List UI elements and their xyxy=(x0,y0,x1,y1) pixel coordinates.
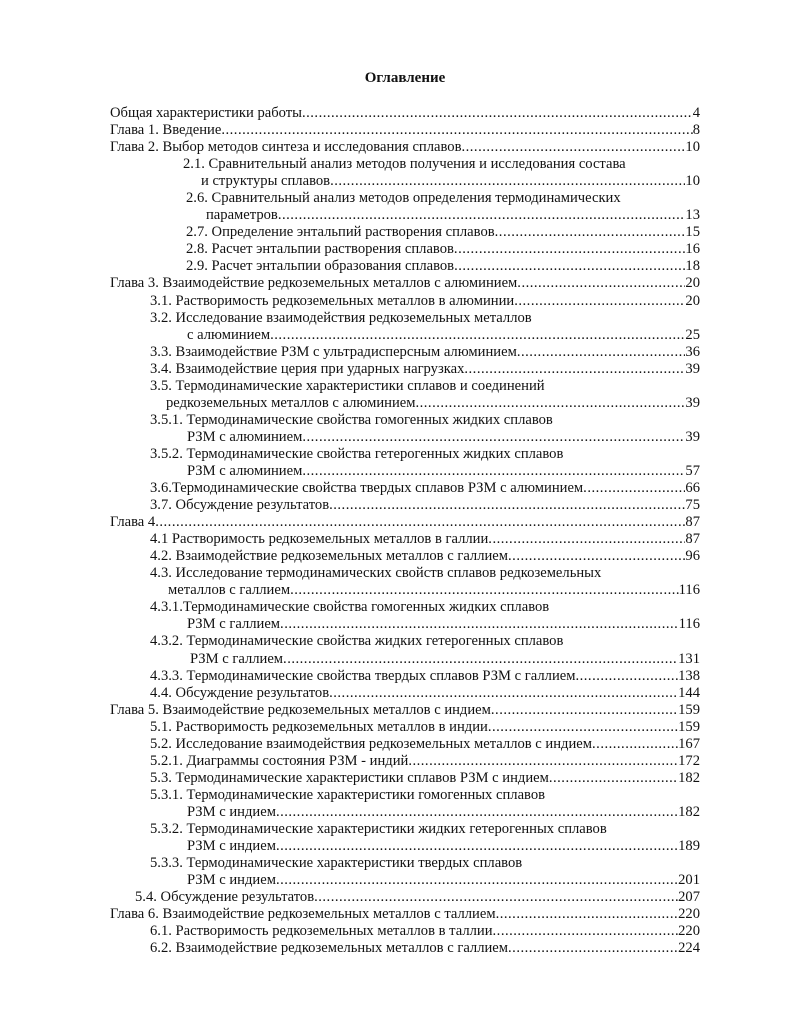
toc-entry xyxy=(0,872,799,889)
toc-entry-page: 138 xyxy=(678,667,700,684)
toc-entry-title: 5.3.3. Термодинамические характеристики твердых сплавов xyxy=(150,855,523,872)
page-title: Оглавление xyxy=(364,70,446,86)
toc-entry xyxy=(0,651,799,668)
toc-entry-title: РЗМ с индием xyxy=(187,803,276,820)
toc-entry-page: 20 xyxy=(685,275,700,292)
toc-entry-title: Общая характеристики работы xyxy=(110,105,302,121)
toc-entry xyxy=(0,565,799,582)
toc-entry-page: 36 xyxy=(685,343,700,360)
dot-leader xyxy=(583,480,685,497)
toc-entry xyxy=(0,804,799,821)
toc-entry xyxy=(0,787,799,804)
toc-entry xyxy=(0,906,799,923)
toc-entry xyxy=(0,668,799,685)
toc-entry xyxy=(0,344,799,361)
dot-leader xyxy=(464,361,685,378)
toc-entry-title: с алюминием xyxy=(187,326,271,343)
toc-entry-page: 159 xyxy=(678,718,700,735)
toc-entry-title: 5.2. Исследование взаимодействия редкоземельных металлов с индием xyxy=(150,735,593,752)
toc-entry xyxy=(0,275,799,292)
table-of-contents xyxy=(0,105,799,957)
toc-entry xyxy=(0,770,799,787)
toc-entry xyxy=(0,821,799,838)
toc-entry xyxy=(0,327,799,344)
toc-entry xyxy=(0,719,799,736)
toc-entry xyxy=(0,139,799,156)
toc-entry-page: 8 xyxy=(692,122,700,139)
toc-entry-title: РЗМ с индием xyxy=(187,872,276,889)
dot-leader xyxy=(508,548,685,565)
toc-entry-title: 5.1. Растворимость редкоземельных металлов в индии xyxy=(150,718,488,735)
dot-leader xyxy=(496,906,679,923)
toc-entry-page: 15 xyxy=(685,224,700,241)
toc-entry-page: 66 xyxy=(685,480,700,497)
dot-leader xyxy=(276,872,678,889)
toc-entry-title: 5.3. Термодинамические характеристики сплавов РЗМ с индием xyxy=(150,769,549,786)
toc-entry-page: 87 xyxy=(685,514,700,531)
toc-entry-title: 5.4. Обсуждение результатов xyxy=(135,889,315,906)
toc-entry-page: 18 xyxy=(685,258,700,275)
toc-entry xyxy=(0,548,799,565)
dot-leader xyxy=(592,736,678,753)
toc-entry-page: 182 xyxy=(678,769,700,786)
toc-entry-title: 6.1. Растворимость редкоземельных металлов в таллии xyxy=(150,923,493,940)
dot-leader xyxy=(495,224,686,241)
toc-entry-page: 10 xyxy=(685,139,700,156)
toc-entry-title: 2.1. Сравнительный анализ методов получения и исследования состава xyxy=(183,156,626,173)
toc-entry-page: 220 xyxy=(678,923,700,940)
dot-leader xyxy=(276,804,678,821)
dot-leader xyxy=(514,293,685,310)
dot-leader xyxy=(221,122,692,139)
toc-entry xyxy=(0,156,799,173)
toc-entry-title: 4.1 Растворимость редкоземельных металлов в галлии xyxy=(150,531,489,548)
dot-leader xyxy=(283,651,678,668)
toc-entry-title: 4.3.1.Термодинамические свойства гомогенных жидких сплавов xyxy=(150,599,550,616)
toc-entry-page: 159 xyxy=(678,701,700,718)
toc-entry xyxy=(0,616,799,633)
toc-entry-title: 3.4. Взаимодействие церия при ударных нагрузках xyxy=(150,360,465,377)
dot-leader xyxy=(517,275,685,292)
toc-entry xyxy=(0,855,799,872)
toc-entry xyxy=(0,923,799,940)
toc-entry-title: 3.5.1. Термодинамические свойства гомогенных жидких сплавов xyxy=(150,411,553,428)
dot-leader xyxy=(329,685,678,702)
dot-leader xyxy=(549,770,678,787)
toc-entry xyxy=(0,685,799,702)
dot-leader xyxy=(302,463,685,480)
dot-leader xyxy=(314,889,678,906)
toc-entry-title: 3.3. Взаимодействие РЗМ с ультрадисперсным алюминием xyxy=(150,343,517,360)
toc-entry-page: 207 xyxy=(678,889,700,906)
toc-entry-page: 116 xyxy=(678,582,700,599)
toc-entry xyxy=(0,480,799,497)
dot-leader xyxy=(280,616,679,633)
dot-leader xyxy=(302,105,693,122)
dot-leader xyxy=(270,327,685,344)
dot-leader xyxy=(329,497,685,514)
dot-leader xyxy=(575,668,678,685)
toc-entry-title: металлов с галлием xyxy=(168,582,291,599)
toc-entry-page: 39 xyxy=(685,394,700,411)
toc-entry xyxy=(0,122,799,139)
toc-entry-title: 2.9. Расчет энтальпии образования сплавов xyxy=(186,258,455,275)
toc-entry xyxy=(0,497,799,514)
toc-entry-title: 2.6. Сравнительный анализ методов определения термодинамических xyxy=(186,190,621,207)
toc-entry-title: 4.2. Взаимодействие редкоземельных металлов с галлием xyxy=(150,548,509,565)
toc-entry-page: 201 xyxy=(678,872,700,889)
toc-entry-title: РЗМ с индием xyxy=(187,838,276,855)
toc-entry xyxy=(0,531,799,548)
toc-entry xyxy=(0,241,799,258)
toc-entry-page: 10 xyxy=(685,173,700,190)
toc-entry xyxy=(0,514,799,531)
toc-entry xyxy=(0,736,799,753)
toc-entry xyxy=(0,258,799,275)
toc-entry-title: РЗМ с галлием xyxy=(187,616,281,633)
toc-entry-title: 4.3.3. Термодинамические свойства твердых сплавов РЗМ с галлием xyxy=(150,667,576,684)
dot-leader xyxy=(517,344,686,361)
toc-entry-page: 131 xyxy=(678,650,700,667)
toc-entry-title: Глава 3. Взаимодействие редкоземельных металлов с алюминием xyxy=(110,275,518,292)
toc-entry-title: 2.8. Расчет энтальпии растворения сплавов xyxy=(186,241,454,258)
toc-entry-title: 5.2.1. Диаграммы состояния РЗМ - индий xyxy=(150,752,409,769)
toc-entry-page: 25 xyxy=(685,326,700,343)
toc-entry-title: Глава 6. Взаимодействие редкоземельных металлов с таллием xyxy=(110,906,496,923)
toc-entry xyxy=(0,753,799,770)
dot-leader xyxy=(290,582,679,599)
toc-entry-title: РЗМ с алюминием xyxy=(187,428,303,445)
toc-entry xyxy=(0,889,799,906)
toc-entry-page: 189 xyxy=(678,838,700,855)
toc-entry-title: и структуры сплавов xyxy=(201,173,331,190)
toc-entry-title: 4.3.2. Термодинамические свойства жидких гетерогенных сплавов xyxy=(150,633,564,650)
toc-entry-title: параметров xyxy=(206,207,278,224)
toc-entry xyxy=(0,293,799,310)
dot-leader xyxy=(330,173,685,190)
toc-entry-title: редкоземельных металлов с алюминием xyxy=(166,394,416,411)
toc-entry-page: 39 xyxy=(685,428,700,445)
toc-entry xyxy=(0,429,799,446)
dot-leader xyxy=(408,753,678,770)
dot-leader xyxy=(454,258,685,275)
toc-entry-title: Глава 5. Взаимодействие редкоземельных металлов с индием xyxy=(110,701,491,718)
toc-entry xyxy=(0,207,799,224)
toc-entry-title: 3.5. Термодинамические характеристики сплавов и соединений xyxy=(150,377,545,394)
toc-entry-page: 172 xyxy=(678,752,700,769)
dot-leader xyxy=(454,241,685,258)
toc-entry xyxy=(0,446,799,463)
toc-entry xyxy=(0,395,799,412)
toc-entry xyxy=(0,105,799,122)
dot-leader xyxy=(276,838,678,855)
dot-leader xyxy=(278,207,686,224)
toc-entry-title: РЗМ с алюминием xyxy=(187,462,303,479)
toc-entry xyxy=(0,463,799,480)
toc-entry-page: 20 xyxy=(685,292,700,309)
toc-entry-title: 3.2. Исследование взаимодействия редкоземельных металлов xyxy=(150,309,532,326)
toc-entry-title: 6.2. Взаимодействие редкоземельных металлов с галлием xyxy=(150,940,509,957)
toc-entry xyxy=(0,412,799,429)
toc-entry-title: Глава 1. Введение xyxy=(110,122,222,139)
dot-leader xyxy=(461,139,685,156)
toc-entry-page: 39 xyxy=(685,360,700,377)
toc-entry-page: 75 xyxy=(685,497,700,514)
dot-leader xyxy=(488,719,678,736)
dot-leader xyxy=(302,429,685,446)
toc-entry-title: 3.7. Обсуждение результатов xyxy=(150,497,330,514)
toc-entry xyxy=(0,582,799,599)
toc-entry-title: 4.4. Обсуждение результатов xyxy=(150,684,330,701)
toc-entry-page: 16 xyxy=(685,241,700,258)
toc-entry-title: 3.5.2. Термодинамические свойства гетерогенных жидких сплавов xyxy=(150,445,564,462)
toc-entry xyxy=(0,224,799,241)
toc-entry-title: 2.7. Определение энтальпий растворения сплавов xyxy=(186,224,495,241)
toc-entry xyxy=(0,940,799,957)
toc-entry xyxy=(0,310,799,327)
toc-entry xyxy=(0,838,799,855)
toc-entry-page: 13 xyxy=(685,207,700,224)
toc-entry-page: 4 xyxy=(692,105,700,121)
toc-entry-title: Глава 4 xyxy=(110,514,156,531)
toc-entry-page: 96 xyxy=(685,548,700,565)
toc-entry xyxy=(0,633,799,650)
dot-leader xyxy=(493,923,679,940)
dot-leader xyxy=(491,702,678,719)
toc-entry-page: 167 xyxy=(678,735,700,752)
toc-entry-title: 3.1. Растворимость редкоземельных металлов в алюминии xyxy=(150,292,515,309)
toc-entry xyxy=(0,378,799,395)
toc-entry xyxy=(0,173,799,190)
dot-leader xyxy=(415,395,685,412)
dot-leader xyxy=(155,514,685,531)
toc-entry-page: 57 xyxy=(685,462,700,479)
toc-entry xyxy=(0,190,799,207)
toc-entry-title: РЗМ с галлием xyxy=(190,650,284,667)
toc-entry-page: 144 xyxy=(678,684,700,701)
dot-leader xyxy=(488,531,685,548)
toc-entry-title: 4.3. Исследование термодинамических свойств сплавов редкоземельных xyxy=(150,565,602,582)
toc-entry-page: 116 xyxy=(678,616,700,633)
toc-entry-title: 5.3.1. Термодинамические характеристики гомогенных сплавов xyxy=(150,786,546,803)
toc-entry xyxy=(0,702,799,719)
toc-entry-page: 224 xyxy=(678,940,700,957)
toc-entry-title: Глава 2. Выбор методов синтеза и исследования сплавов xyxy=(110,139,462,156)
toc-entry xyxy=(0,361,799,378)
toc-entry-page: 182 xyxy=(678,803,700,820)
toc-entry-page: 220 xyxy=(678,906,700,923)
toc-entry xyxy=(0,599,799,616)
dot-leader xyxy=(508,940,678,957)
toc-entry-page: 87 xyxy=(685,531,700,548)
toc-entry-title: 5.3.2. Термодинамические характеристики жидких гетерогенных сплавов xyxy=(150,820,607,837)
toc-entry-title: 3.6.Термодинамические свойства твердых сплавов РЗМ с алюминием xyxy=(150,480,584,497)
